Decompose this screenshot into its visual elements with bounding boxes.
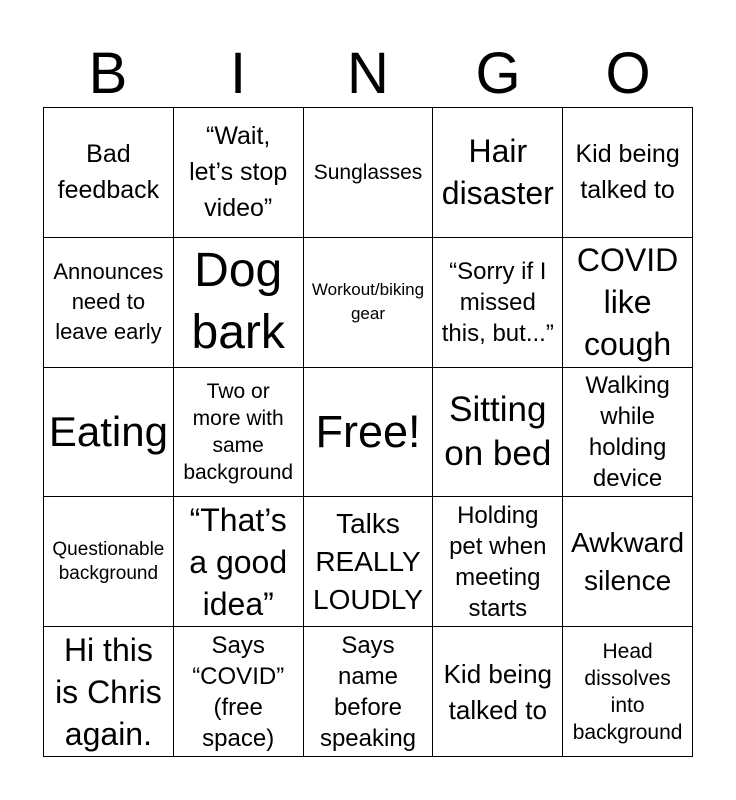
cell-text: Workout/biking gear: [311, 280, 425, 324]
bingo-cell[interactable]: [174, 497, 304, 627]
bingo-cell[interactable]: [563, 238, 693, 368]
bingo-cell[interactable]: [563, 368, 693, 498]
cell-text: Two or more with same background: [183, 379, 294, 484]
bingo-cell[interactable]: [433, 497, 563, 627]
cell-text: Questionable background: [52, 538, 165, 584]
cell-text: Awkward silence: [571, 526, 685, 596]
cell-text: Dog bark: [191, 244, 285, 360]
bingo-cell[interactable]: [44, 627, 174, 757]
bingo-cell[interactable]: [304, 497, 434, 627]
cell-text: Holding pet when meeting starts: [449, 501, 547, 622]
bingo-cell[interactable]: [563, 497, 693, 627]
bingo-header: [43, 40, 693, 108]
cell-text: Walking while holding device: [585, 371, 670, 492]
bingo-cell[interactable]: [433, 238, 563, 368]
header-letter-n: N: [347, 41, 389, 106]
bingo-cell[interactable]: [304, 238, 434, 368]
cell-text: Says name before speaking: [319, 631, 417, 752]
bingo-cell[interactable]: [304, 368, 434, 498]
cell-text: Head dissolves into background: [572, 639, 683, 744]
cell-text: Eating: [48, 407, 168, 455]
bingo-cell[interactable]: [563, 108, 693, 238]
bingo-cell[interactable]: [44, 497, 174, 627]
cell-text: Hi this is Chris again.: [55, 631, 162, 752]
bingo-cell[interactable]: [174, 368, 304, 498]
bingo-cell[interactable]: [44, 108, 174, 238]
cell-text: “Sorry if I missed this, but...”: [441, 257, 554, 347]
cell-text: Free!: [315, 405, 421, 457]
cell-text: COVID like cough: [576, 242, 679, 363]
bingo-cell[interactable]: [563, 627, 693, 757]
bingo-cell[interactable]: [174, 627, 304, 757]
cell-text: “Wait, let’s stop video”: [189, 122, 288, 223]
bingo-cell[interactable]: [304, 627, 434, 757]
bingo-cell[interactable]: [433, 108, 563, 238]
cell-text: Says “COVID” (free space): [192, 631, 285, 752]
cell-text: Bad feedback: [57, 140, 160, 205]
cell-text: Talks REALLY LOUDLY: [313, 507, 423, 615]
cell-text: “That’s a good idea”: [189, 501, 288, 622]
header-letter-g: G: [475, 41, 521, 106]
bingo-cell[interactable]: [433, 368, 563, 498]
cell-text: Announces need to leave early: [53, 259, 164, 345]
cell-text: Sunglasses: [313, 160, 423, 184]
bingo-cell[interactable]: [174, 238, 304, 368]
bingo-grid: [43, 107, 693, 757]
bingo-cell[interactable]: [433, 627, 563, 757]
header-letter-b: B: [88, 41, 128, 106]
bingo-cell[interactable]: [174, 108, 304, 238]
cell-text: Kid being talked to: [575, 140, 680, 205]
header-letter-i: I: [229, 41, 247, 106]
cell-text: Sitting on bed: [444, 389, 552, 473]
header-letter-o: O: [605, 41, 651, 106]
cell-text: Kid being talked to: [443, 658, 552, 725]
cell-text: Hair disaster: [441, 133, 554, 212]
bingo-cell[interactable]: [304, 108, 434, 238]
bingo-cell[interactable]: [44, 238, 174, 368]
bingo-cell[interactable]: [44, 368, 174, 498]
